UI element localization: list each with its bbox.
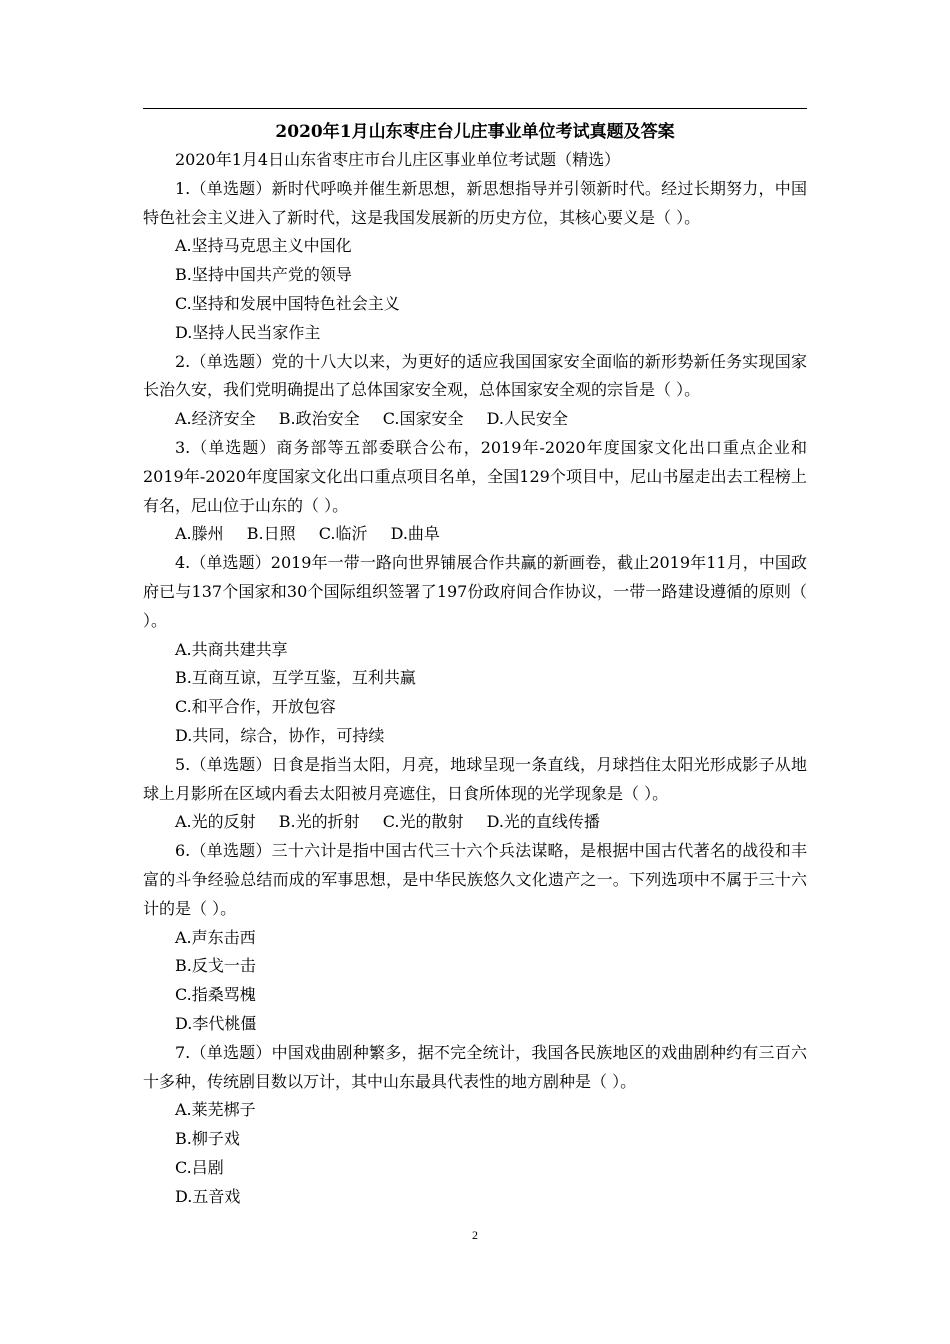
option: B.政治安全 [278,409,360,429]
option: C.临沂 [318,524,368,544]
option: B.互商互谅，互学互鉴，互利共赢 [175,668,416,688]
option: B.柳子戏 [175,1129,240,1149]
question-stem: 2.（单选题）党的十八大以来，为更好的适应我国国家安全面临的新形势新任务实现国家长治久安，我们党明确提出了总体国家安全观，总体国家安全观的宗旨是（ ）。 [143,351,807,400]
option: B.反戈一击 [175,956,256,976]
option: B.光的折射 [278,812,360,832]
option: A.声东击西 [175,927,256,947]
option: C.光的散射 [382,812,464,832]
option: A.经济安全 [175,409,256,429]
option: B.日照 [246,524,296,544]
option: C.国家安全 [382,409,464,429]
question-stem: 7.（单选题）中国戏曲剧种繁多，据不完全统计，我国各民族地区的戏曲剧种约有三百六十多种，传统剧目数以万计，其中山东最具代表性的地方剧种是（ ）。 [143,1042,807,1091]
option: A.共商共建共享 [175,639,288,659]
option: A.光的反射 [175,812,256,832]
question-stem: 5.（单选题）日食是指当太阳，月亮，地球呈现一条直线，月球挡住太阳光形成影子从地球上月影所在区域内看去太阳被月亮遮住，日食所体现的光学现象是（ ）。 [143,754,807,803]
option: D.人民安全 [486,409,568,429]
page-number: 2 [472,1228,478,1242]
option: A.滕州 [175,524,224,544]
option: D.曲阜 [390,524,440,544]
option: B.坚持中国共产党的领导 [175,265,352,285]
option: D.李代桃僵 [175,1013,257,1033]
question-stem: 4.（单选题）2019年一带一路向世界铺展合作共赢的新画卷，截止2019年11月，中国政府已与137个国家和30个国际组织签署了197份政府间合作协议，一带一路建设遵循的原则（ ）。 [143,553,807,630]
question-stem: 1.（单选题）新时代呼唤并催生新思想，新思想指导并引领新时代。经过长期努力，中国特色社会主义进入了新时代，这是我国发展新的历史方位，其核心要义是（ ）。 [143,178,807,227]
option: D.坚持人民当家作主 [175,322,321,342]
option: D.光的直线传播 [486,812,600,832]
option-row [143,520,807,549]
document-title: 2020年1月山东枣庄台儿庄事业单位考试真题及答案 [275,122,675,142]
header-rule [143,108,807,109]
option: D.共同，综合，协作，可持续 [175,725,385,745]
option: C.吕剧 [175,1157,224,1177]
question-stem: 6.（单选题）三十六计是指中国古代三十六个兵法谋略，是根据中国古代著名的战役和丰富的斗争经验总结而成的军事思想，是中华民族悠久文化遗产之一。下列选项中不属于三十六计的是（ ）。 [143,841,807,918]
document-body [143,146,807,1211]
option: D.五音戏 [175,1186,241,1206]
option: C.指桑骂槐 [175,985,256,1005]
subtitle: 2020年1月4日山东省枣庄市台儿庄区事业单位考试题（精选） [175,150,621,169]
option-row [143,405,807,434]
option: A.莱芜梆子 [175,1100,256,1120]
option: C.和平合作，开放包容 [175,697,336,717]
option-row [143,808,807,837]
question-stem: 3.（单选题）商务部等五部委联合公布，2019年-2020年度国家文化出口重点企业和2019年-2020年度国家文化出口重点项目名单，全国129个项目中，尼山书屋走出去工程榜上有名，尼山位于山东的（ ）。 [143,437,807,515]
option: A.坚持马克思主义中国化 [175,236,352,256]
option: C.坚持和发展中国特色社会主义 [175,293,400,313]
